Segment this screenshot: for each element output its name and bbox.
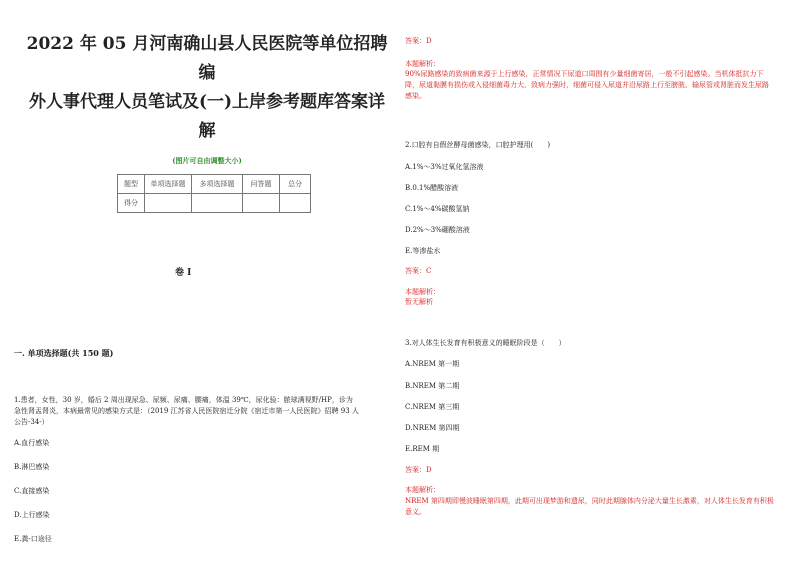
score-header-row: [118, 175, 311, 194]
option-d: D.上行感染: [14, 511, 50, 519]
q2-option-e: E.等渗盐水: [405, 247, 441, 255]
score-cell: [192, 194, 243, 213]
explanation-label-1: 本题解析：: [405, 60, 440, 68]
score-value-row: [118, 194, 311, 213]
q2-option-d: D.2%～3%硼酸溶液: [405, 226, 470, 234]
question-2: 2.口腔有自假丝酵母菌感染，口腔护理用( ): [405, 141, 551, 149]
section-heading: 一. 单项选择题(共 150 题): [14, 348, 114, 358]
score-header-cell: 问答题: [243, 175, 280, 194]
q3-option-e: E.REM 期: [405, 445, 440, 453]
option-a: A.血行感染: [14, 439, 50, 447]
option-c: C.直接感染: [14, 487, 50, 495]
score-row-label: 得分: [118, 194, 145, 213]
doc-title-line2: 外人事代理人员笔试及(一)上岸参考题库答案详: [28, 92, 386, 112]
q3-option-b: B.NREM 第二期: [405, 382, 460, 390]
explanation-text-1: 90%尿路感染的致病菌来源于上行感染，正常情况下尿道口周围有少量细菌寄居，一般不引起感染。当机体抵抗力下降，尿道黏膜有损伤或入侵细菌毒力大、致病力强时，细菌可侵入尿道并沿尿路上行至膀胱、输尿管或肾脏而发生尿路感染。: [405, 70, 769, 100]
answer-3: 答案：D: [405, 466, 432, 474]
score-cell: [280, 194, 311, 213]
q2-option-c: C.1%～4%碳酸氢钠: [405, 205, 470, 213]
explanation-label-2: 本题解析：: [405, 288, 440, 296]
q3-option-d: D.NREM 第四期: [405, 424, 460, 432]
q2-option-a: A.1%～3%过氧化氢溶液: [405, 163, 484, 171]
doc-title-line3: 解: [198, 121, 216, 141]
answer-1: 答案：D: [405, 37, 432, 45]
score-header-cell: 题型: [118, 175, 145, 194]
explanation-label-3: 本题解析：: [405, 486, 440, 494]
score-header-cell: 多项选择题: [192, 175, 243, 194]
q3-option-c: C.NREM 第三期: [405, 403, 460, 411]
score-header-cell: 总分: [280, 175, 311, 194]
option-e: E.粪-口途径: [14, 535, 52, 543]
score-cell: [145, 194, 192, 213]
question-text: 1.患者，女性，30 岁，婚后 2 周出现尿急、尿频、尿痛、腰痛，体温 39℃，尿化验：脓球满视野/HP，诊为急性肾盂肾炎，本病最常见的感染方式是：（2019 江苏省人民医院宿迁分院《宿迁市第一人民医院》招聘 93 人公告-34-）: [14, 396, 359, 426]
explanation-text-3: NREM 第四期即慢波睡眠第四期，此期可出现梦游和遗尿，同时此期腺体内分泌大量生长激素，对人体生长发育有积极意义。: [405, 497, 774, 516]
answer-2: 答案：C: [405, 267, 432, 275]
q2-option-b: B.0.1%醋酸溶液: [405, 184, 459, 192]
q3-option-a: A.NREM 第一期: [405, 360, 460, 368]
score-cell: [243, 194, 280, 213]
image-note: (图片可自由调整大小): [172, 156, 242, 165]
option-b: B.淋巴感染: [14, 463, 50, 471]
volume-label: 卷 I: [175, 268, 192, 278]
left-column: [22, 30, 392, 213]
explanation-text-2: 暂无解析: [405, 298, 433, 306]
score-table: [117, 174, 311, 213]
score-header-cell: 单项选择题: [145, 175, 192, 194]
doc-title-line1: 2022 年 05 月河南确山县人民医院等单位招聘编: [26, 34, 388, 83]
question-3: 3.对人体生长发育有积极意义的睡眠阶段是（ ）: [405, 339, 566, 347]
question-1: [14, 395, 359, 545]
